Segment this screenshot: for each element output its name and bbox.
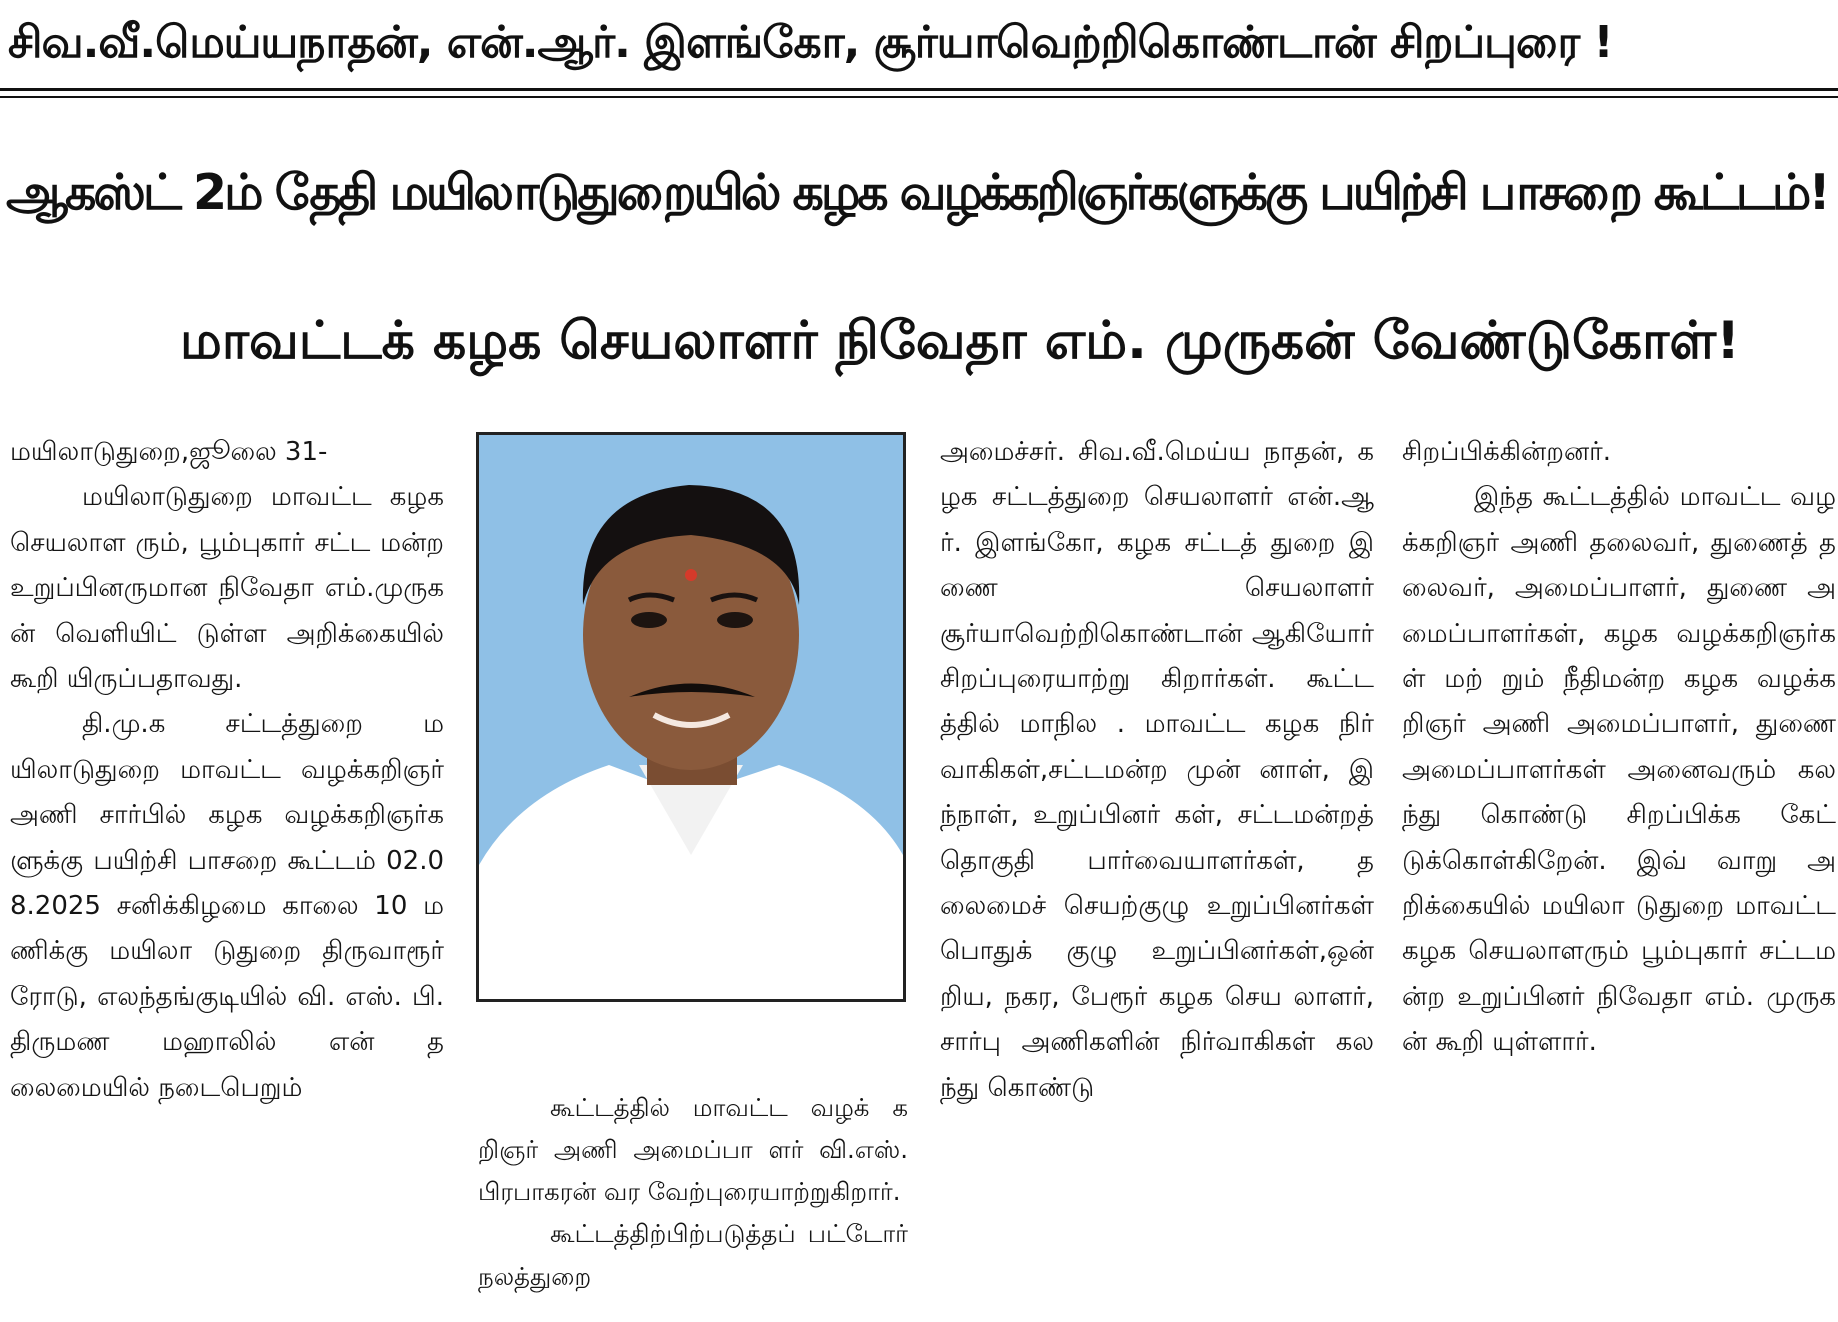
portrait-illustration [479, 435, 903, 999]
article-paragraph: கூட்டத்தில் மாவட்ட வழக் கறிஞர் அணி அமைப்பா ளர் வி.எஸ்.பிரபாகரன் வர வேற்புரையாற்றுகிறார். [478, 1093, 908, 1207]
article-column-4 [1402, 430, 1836, 1066]
article-paragraph: மயிலாடுதுறை மாவட்ட கழக செயலாள ரும், பூம்புகார் சட்ட மன்ற உறுப்பினருமான நிவேதா எம்.முருகன் வெளியிட் டுள்ள அறிக்கையில் கூறி யிருப்பதாவது. [10, 482, 444, 695]
article-paragraph: தி.மு.க சட்டத்துறை மயிலாடுதுறை மாவட்ட வழக்கறிஞர் அணி சார்பில் கழக வழக்கறிஞர்களுக்கு பயிற்சி பாசறை கூட்டம் 02.08.2025 சனிக்கிழமை காலை 10 மணிக்கு மயிலா டுதுறை திருவாரூர் ரோடு, எலந்தங்குடியில் வி. எஸ். பி.திருமண மஹாலில் என் தலைமையில் நடைபெறும் [10, 709, 444, 1103]
article-paragraph: இந்த கூட்டத்தில் மாவட்ட வழக்கறிஞர் அணி தலைவர், துணைத் தலைவர், அமைப்பாளர், துணை அமைப்பாளர்கள், கழக வழக்கறிஞர்கள் மற் றும் நீதிமன்ற கழக வழக்க றிஞர் அணி அமைப்பாளர், துணை அமைப்பாளர்கள் அனைவரும் கலந்து கொண்டு சிறப்பிக்க கேட் டுக்கொள்கிறேன். இவ் வாறு அறிக்கையில் மயிலா டுதுறை மாவட்ட கழக செயலாளரும் பூம்புகார் சட்டமன்ற உறுப்பினர் நிவேதா எம். முருகன் கூறி யுள்ளார். [1402, 482, 1836, 1058]
headline: ஆகஸ்ட் 2ம் தேதி மயிலாடுதுறையில் கழக வழக்கறிஞர்களுக்கு பயிற்சி பாசறை கூட்டம்! [6, 164, 1828, 221]
portrait-photo [476, 432, 906, 1002]
subheadline: மாவட்டக் கழக செயலாளர் நிவேதா எம். முருகன் வேண்டுகோள்! [180, 311, 1740, 371]
top-rule-thin [0, 96, 1838, 98]
left-eye [631, 612, 667, 628]
article-column-1 [10, 430, 444, 1111]
article-paragraph: கூட்டத்திற்பிற்படுத்தப் பட்டோர் நலத்துறை [478, 1219, 908, 1291]
article-paragraph: சிறப்பிக்கின்றனர். [1402, 437, 1612, 467]
article-paragraph: அமைச்சர். சிவ.வீ.மெய்ய நாதன், கழக சட்டத்துறை செயலாளர் என்.ஆர். இளங்கோ, கழக சட்டத் துறை இணை செயலாளர் சூர்யாவெற்றிகொண்டான் ஆகியோர் சிறப்புரையாற்று கிறார்கள். கூட்டத்தில் மாநில . மாவட்ட கழக நிர் வாகிகள்,சட்டமன்ற முன் னாள், இந்நாள், உறுப்பினர் கள், சட்டமன்றத் தொகுதி பார்வையாளர்கள், தலைமைச் செயற்குழு உறுப்பினர்கள் பொதுக் குழு உறுப்பினர்கள்,ஒன் றிய, நகர, பேரூர் கழக செய லாளர், சார்பு அணிகளின் நிர்வாகிகள் கலந்து கொண்டு [940, 437, 1374, 1103]
dateline: மயிலாடுதுறை,ஜூலை 31- [10, 437, 328, 467]
right-eye [717, 612, 753, 628]
kicker-line: சிவ.வீ.மெய்யநாதன், என்.ஆர். இளங்கோ, சூர்யாவெற்றிகொண்டான் சிறப்புரை ! [8, 17, 1613, 68]
top-rule [0, 88, 1838, 91]
article-column-3 [940, 430, 1374, 1111]
article-column-2 [478, 1087, 908, 1298]
forehead-mark [685, 569, 697, 581]
